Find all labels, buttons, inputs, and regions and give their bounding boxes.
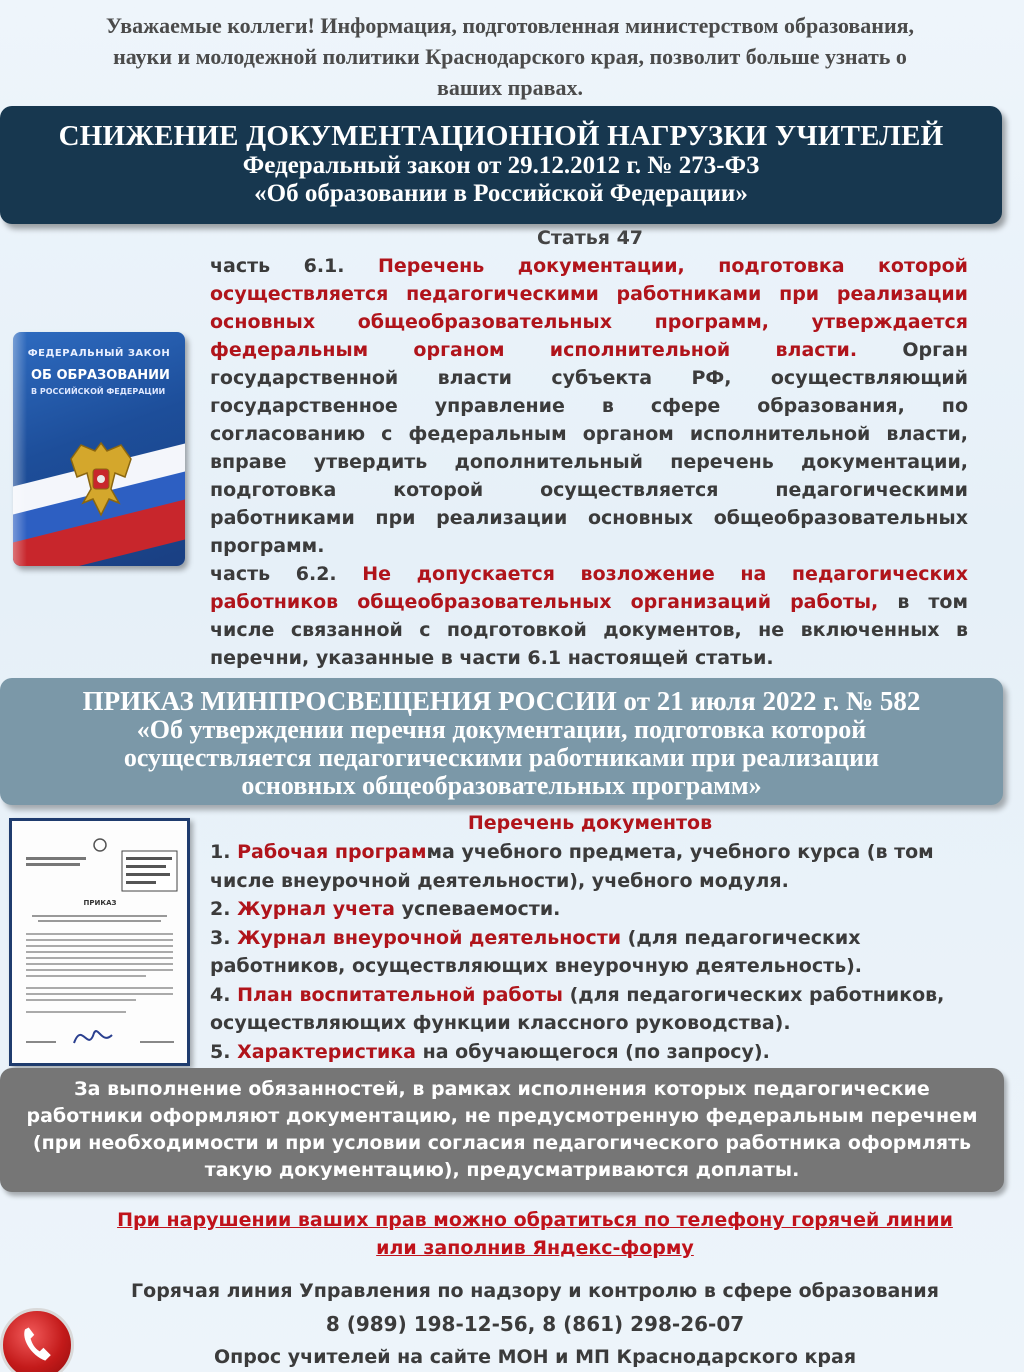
survey-text: Опрос учителей на сайте МОН и МП Краснодарского края	[213, 1346, 857, 1368]
hotline-link[interactable]: При нарушении ваших прав можно обратиться по телефону горячей линии	[117, 1209, 953, 1231]
coat-of-arms-icon	[65, 437, 137, 521]
part-text: в том числе связанной с подготовкой документов, не включенных в перечни, указанные в части 6.1 настоящей статьи.	[210, 591, 969, 669]
hotline-phones: 8 (989) 198-12-56, 8 (861) 298-26-07	[325, 1312, 745, 1336]
list-item: 2. Журнал учета успеваемости.	[210, 898, 561, 920]
order-banner	[0, 678, 1003, 805]
part-text: Орган государственной власти субъекта РФ, осуществляющий государственное управление в сфере образования, по согласованию с федеральным органом исполнительной власти, вправе утвердить дополнительный перечень документации, подготовка которой осуществляется педагогическими работниками при реализации основных общеобразовательных программ.	[210, 339, 968, 557]
law-banner-title: СНИЖЕНИЕ ДОКУМЕНТАЦИОННОЙ НАГРУЗКИ УЧИТЕЛЕЙ	[58, 120, 944, 152]
hotline-title: Горячая линия Управления по надзору и контролю в сфере образования	[131, 1280, 939, 1302]
book-subtitle: В РОССИЙСКОЙ ФЕДЕРАЦИИ	[31, 387, 166, 396]
list-item: 4. План воспитательной работы (для педагогических работников, осуществляющих функции классного руководства).	[210, 983, 945, 1034]
list-item: 5. Характеристика на обучающегося (по запросу).	[210, 1040, 770, 1063]
law-book-image	[13, 332, 185, 566]
order-document-image	[9, 818, 190, 1066]
document-scan	[12, 821, 187, 1063]
book-spine	[13, 332, 27, 566]
document-heading: ПРИКАЗ	[83, 899, 117, 907]
documents-list-title: Перечень документов	[467, 812, 713, 834]
order-banner-name-2: осуществляется педагогическими работниками при реализации	[123, 743, 880, 772]
article-part-6-2	[210, 560, 968, 672]
book-top-text: ФЕДЕРАЛЬНЫЙ ЗАКОН	[27, 348, 171, 359]
part-label: часть 6.2.	[210, 563, 337, 585]
documents-list	[210, 838, 980, 1066]
part-highlight: Перечень документации, подготовка которой осуществляется педагогическими работниками при реализации основных общеобразовательных программ, утверждается федеральным органом исполнительной власти.	[210, 255, 968, 361]
article-part-6-1	[210, 252, 968, 560]
law-banner-law-name: «Об образовании в Российской Федерации»	[254, 180, 748, 207]
book-title: ОБ ОБРАЗОВАНИИ	[31, 368, 170, 383]
part-label: часть 6.1.	[210, 255, 345, 277]
list-item: 1. Рабочая программа учебного предмета, учебного курса (в том числе внеурочной деятельности), учебного модуля.	[210, 841, 934, 892]
list-item: 3. Журнал внеурочной деятельности (для педагогических работников, осуществляющих внеурочную деятельность).	[210, 926, 863, 977]
law-banner	[0, 106, 1002, 224]
part-highlight: Не допускается возложение на педагогических работников общеобразовательных организаций работы,	[210, 563, 968, 613]
law-banner-law: Федеральный закон от 29.12.2012 г. № 273-ФЗ	[242, 152, 760, 179]
intro-text: Уважаемые коллеги! Информация, подготовленная министерством образования, науки и молодежной политики Краснодарского края, позволит больше узнать о ваших правах.	[105, 13, 915, 100]
article-title: Статья 47	[536, 227, 644, 249]
yandex-form-link[interactable]: или заполнив Яндекс-форму	[376, 1237, 694, 1259]
extra-pay-notice: За выполнение обязанностей, в рамках исполнения которых педагогические работники оформляют документацию, не предусмотренную федеральным перечнем (при необходимости и при условии согласия педагогического работника оформлять такую документацию), предусматриваются доплаты.	[0, 1068, 1004, 1192]
order-banner-title: ПРИКАЗ МИНПРОСВЕЩЕНИЯ РОССИИ от 21 июля 2022 г. № 582	[82, 686, 921, 716]
order-banner-name-3: основных общеобразовательных программ»	[241, 771, 762, 800]
order-banner-name-1: «Об утверждении перечня документации, подготовка которой	[136, 715, 867, 744]
violation-contact	[90, 1206, 980, 1262]
